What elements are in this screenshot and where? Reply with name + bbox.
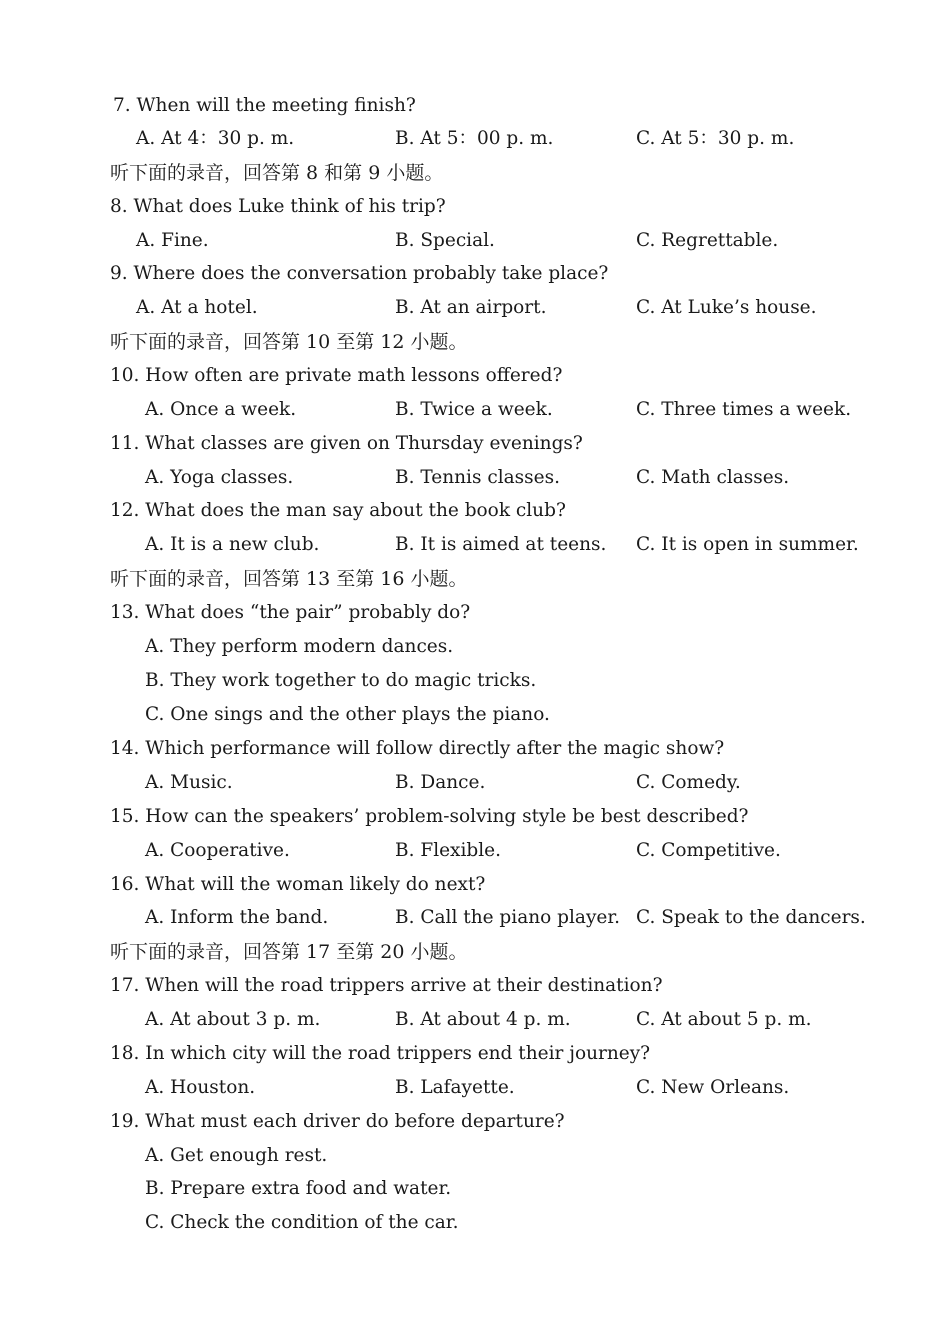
option-a: A. Music.: [145, 772, 233, 793]
section-instruction-text: 听下面的录音，回答第 10 至第 12 小题。: [110, 331, 468, 353]
option-text: A. Get enough rest.: [145, 1145, 328, 1166]
option-a: A. Houston.: [145, 1077, 256, 1098]
options-row: [0, 1071, 950, 1105]
section-instruction-text: 听下面的录音，回答第 13 至第 16 小题。: [110, 568, 468, 590]
option-b: B. At about 4 p. m.: [395, 1009, 571, 1030]
question-text: 10. How often are private math lessons offered?: [110, 365, 563, 386]
options-row: [0, 1003, 950, 1037]
section-instruction: [0, 325, 950, 359]
option-a: A. At 4：30 p. m.: [136, 128, 295, 149]
option-b: B. At 5：00 p. m.: [395, 128, 554, 149]
option-line: [0, 664, 950, 698]
question-line: [0, 596, 950, 630]
option-text: C. One sings and the other plays the piano.: [145, 704, 550, 725]
question-line: [0, 257, 950, 291]
option-b: B. Lafayette.: [395, 1077, 515, 1098]
option-a: A. It is a new club.: [145, 534, 320, 555]
option-a: A. Yoga classes.: [145, 467, 294, 488]
question-text: 15. How can the speakers’ problem-solving style be best described?: [110, 806, 749, 827]
option-c: C. Competitive.: [636, 840, 781, 861]
option-a: A. At a hotel.: [136, 297, 258, 318]
option-b: B. Tennis classes.: [395, 467, 560, 488]
option-c: C. Three times a week.: [636, 399, 852, 420]
question-line: [0, 1037, 950, 1071]
option-b: B. Flexible.: [395, 840, 501, 861]
option-c: C. Math classes.: [636, 467, 790, 488]
question-text: 19. What must each driver do before departure?: [110, 1111, 565, 1132]
options-row: [0, 901, 950, 935]
options-row: [0, 122, 950, 156]
option-b: B. At an airport.: [395, 297, 547, 318]
option-line: [0, 1172, 950, 1206]
option-b: B. Twice a week.: [395, 399, 553, 420]
options-row: [0, 291, 950, 325]
question-line: [0, 359, 950, 393]
option-b: B. Call the piano player.: [395, 907, 621, 928]
question-line: [0, 1105, 950, 1139]
options-row: [0, 224, 950, 258]
options-row: [0, 528, 950, 562]
option-b: B. It is aimed at teens.: [395, 534, 607, 555]
options-row: [0, 461, 950, 495]
option-c: C. Regrettable.: [636, 230, 779, 251]
question-text: 8. What does Luke think of his trip?: [110, 196, 446, 217]
option-line: [0, 1206, 950, 1240]
question-text: 9. Where does the conversation probably take place?: [110, 263, 609, 284]
question-text: 14. Which performance will follow directly after the magic show?: [110, 738, 725, 759]
option-b: B. Special.: [395, 230, 495, 251]
option-line: [0, 698, 950, 732]
options-row: [0, 393, 950, 427]
question-text: 7. When will the meeting finish?: [113, 95, 416, 116]
options-row: [0, 766, 950, 800]
option-c: C. It is open in summer.: [636, 534, 859, 555]
section-instruction: [0, 562, 950, 596]
question-text: 12. What does the man say about the book club?: [110, 500, 566, 521]
question-line: [0, 427, 950, 461]
section-instruction: [0, 156, 950, 190]
option-c: C. At 5：30 p. m.: [636, 128, 795, 149]
question-text: 16. What will the woman likely do next?: [110, 874, 486, 895]
option-text: A. They perform modern dances.: [145, 636, 454, 657]
option-c: C. New Orleans.: [636, 1077, 790, 1098]
question-text: 17. When will the road trippers arrive at their destination?: [110, 975, 663, 996]
question-text: 13. What does “the pair” probably do?: [110, 602, 471, 623]
section-instruction-text: 听下面的录音，回答第 17 至第 20 小题。: [110, 941, 468, 963]
question-line: [0, 494, 950, 528]
option-c: C. At about 5 p. m.: [636, 1009, 812, 1030]
option-line: [0, 630, 950, 664]
option-a: A. At about 3 p. m.: [145, 1009, 321, 1030]
question-text: 11. What classes are given on Thursday evenings?: [110, 433, 583, 454]
section-instruction-text: 听下面的录音，回答第 8 和第 9 小题。: [110, 162, 444, 184]
question-line: [0, 89, 950, 123]
section-instruction: [0, 935, 950, 969]
question-line: [0, 969, 950, 1003]
option-c: C. Speak to the dancers.: [636, 907, 866, 928]
options-row: [0, 834, 950, 868]
option-line: [0, 1139, 950, 1173]
option-text: B. Prepare extra food and water.: [145, 1178, 452, 1199]
option-b: B. Dance.: [395, 772, 486, 793]
question-line: [0, 800, 950, 834]
question-text: 18. In which city will the road trippers end their journey?: [110, 1043, 651, 1064]
question-line: [0, 868, 950, 902]
option-text: C. Check the condition of the car.: [145, 1212, 459, 1233]
option-a: A. Once a week.: [145, 399, 297, 420]
option-a: A. Cooperative.: [145, 840, 290, 861]
question-line: [0, 190, 950, 224]
option-c: C. Comedy.: [636, 772, 741, 793]
option-a: A. Inform the band.: [145, 907, 329, 928]
option-text: B. They work together to do magic tricks.: [145, 670, 537, 691]
option-a: A. Fine.: [136, 230, 209, 251]
option-c: C. At Luke’s house.: [636, 297, 817, 318]
question-line: [0, 732, 950, 766]
